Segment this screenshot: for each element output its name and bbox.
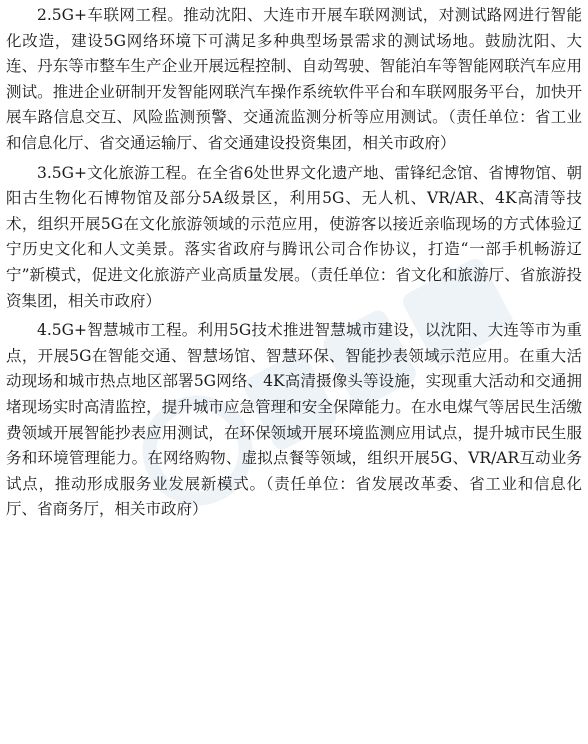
paragraph-5g-vehicle-network: 2.5G+车联网工程。推动沈阳、大连市开展车联网测试，对测试路网进行智能化改造，建设5G网络环境下可满足多种典型场景需求的测试场地。鼓励沈阳、大连、丹东等市整车生产企业开展远程控制、自动驾驶、智能泊车等智能网联汽车应用测试。推进企业研制开发智能网联汽车操作系统软件平台和车联网服务平台，加快开展车路信息交互、风险监测预警、交通流监测分析等应用测试。（责任单位：省工业和信息化厅、省交通运输厅、省交通建设投资集团，相关市政府）: [6, 6, 582, 152]
paragraph-5g-smart-city: 4.5G+智慧城市工程。利用5G技术推进智慧城市建设，以沈阳、大连等市为重点，开展5G在智能交通、智慧场馆、智慧环保、智能抄表领域示范应用。在重大活动现场和城市热点地区部署5G网络、4K高清摄像头等设施，实现重大活动和交通拥堵现场实时高清监控，提升城市应急管理和安全保障能力。在水电煤气等居民生活缴费领域开展智能抄表应用测试，在环保领域开展环境监测应用试点，提升城市民生服务和环境管理能力。在网络购物、虚拟点餐等领域，组织开展5G、VR/AR互动业务试点，推动形成服务业发展新模式。（责任单位：省发展改革委、省工业和信息化厅、省商务厅，相关市政府）: [6, 321, 582, 519]
paragraph-5g-culture-tourism: 3.5G+文化旅游工程。在全省6处世界文化遗产地、雷锋纪念馆、省博物馆、朝阳古生物化石博物馆及部分5A级景区，利用5G、无人机、VR/AR、4K高清等技术，组织开展5G在文化旅游领域的示范应用，使游客以接近亲临现场的方式体验辽宁历史文化和人文美景。落实省政府与腾讯公司合作协议，打造“一部手机畅游辽宁”新模式，促进文化旅游产业高质量发展。（责任单位：省文化和旅游厅、省旅游投资集团，相关市政府）: [6, 163, 582, 310]
